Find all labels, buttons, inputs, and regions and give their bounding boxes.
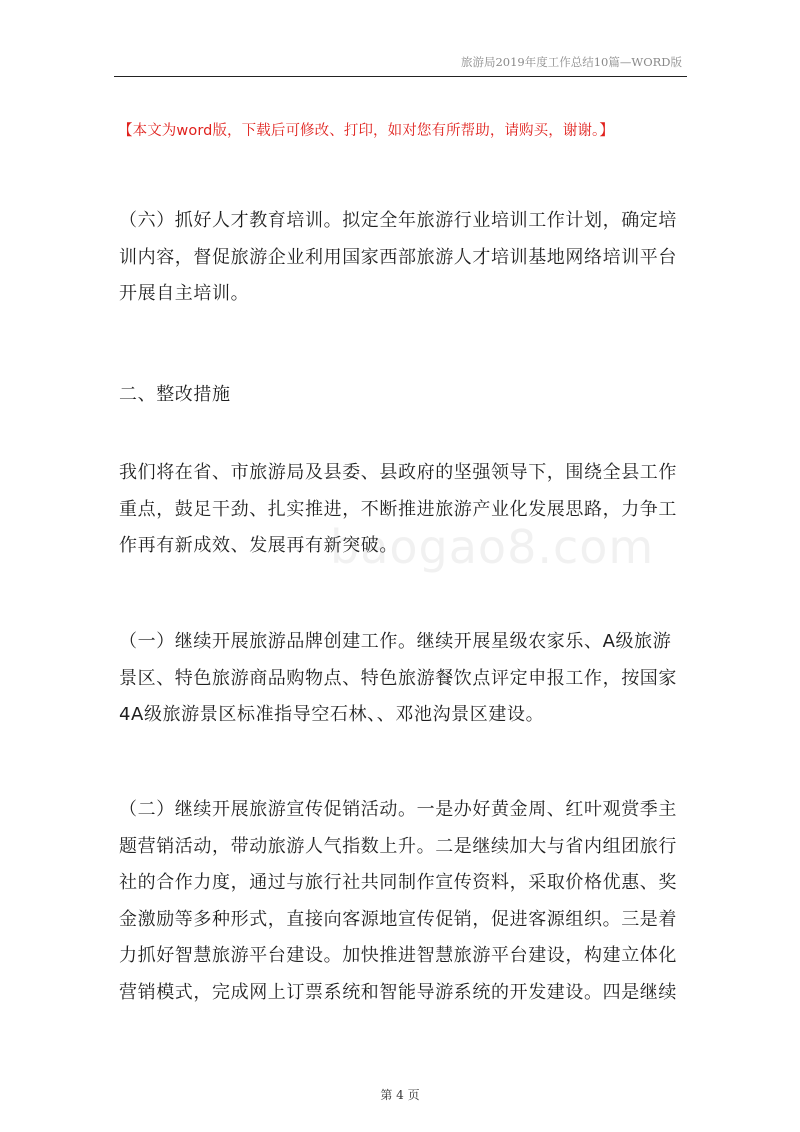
page-number: 第 4 页: [380, 1088, 420, 1102]
paragraph-line: 社的合作力度，通过与旅行社共同制作宣传资料，采取价格优惠、奖: [119, 872, 677, 893]
running-header: 旅游局2019年度工作总结10篇—WORD版: [460, 55, 682, 69]
paragraph-line: （六）抓好人才教育培训。拟定全年旅游行业培训工作计划，确定培: [119, 210, 677, 231]
paragraph-line: （二）继续开展旅游宣传促销活动。一是办好黄金周、红叶观赏季主: [119, 799, 677, 820]
paragraph-talent-training: [119, 203, 691, 313]
paragraph-line: 金激励等多种形式，直接向客源地宣传促销，促进客源组织。三是着: [119, 908, 677, 930]
paragraph-line: 4A级旅游景区标准指导空石林、、邓池沟景区建设。: [119, 704, 545, 725]
paragraph-line: 作再有新成效、发展再有新突破。: [119, 535, 398, 556]
header-divider: [114, 76, 687, 77]
paragraph-line: （一）继续开展旅游品牌创建工作。继续开展星级农家乐、A级旅游: [119, 631, 672, 652]
watermark: baogao8.com: [330, 520, 655, 574]
paragraph-line: 力抓好智慧旅游平台建设。加快推进智慧旅游平台建设，构建立体化: [119, 945, 677, 966]
paragraph-line: 训内容，督促旅游企业利用国家西部旅游人才培训基地网络培训平台: [119, 246, 677, 268]
paragraph-promotion: [119, 792, 691, 1011]
paragraph-line: 我们将在省、市旅游局及县委、县政府的坚强领导下，围绕全县工作: [119, 462, 677, 483]
paragraph-brand-creation: [119, 624, 691, 734]
paragraph-line: 开展自主培训。: [119, 283, 250, 304]
paragraph-line: 题营销活动，带动旅游人气指数上升。二是继续加大与省内组团旅行: [119, 835, 677, 857]
paragraph-line: 营销模式，完成网上订票系统和智能导游系统的开发建设。四是继续: [119, 981, 677, 1003]
section-heading: 二、整改措施: [119, 384, 231, 405]
paragraph-line: 重点，鼓足干劲、扎实推进，不断推进旅游产业化发展思路，力争工: [119, 498, 677, 520]
paragraph-line: 景区、特色旅游商品购物点、特色旅游餐饮点评定申报工作，按国家: [119, 667, 677, 689]
paragraph-rectification-intro: [119, 455, 691, 565]
purchase-notice: 【本文为word版，下载后可修改、打印，如对您有所帮助，请购买，谢谢。】: [118, 123, 614, 139]
